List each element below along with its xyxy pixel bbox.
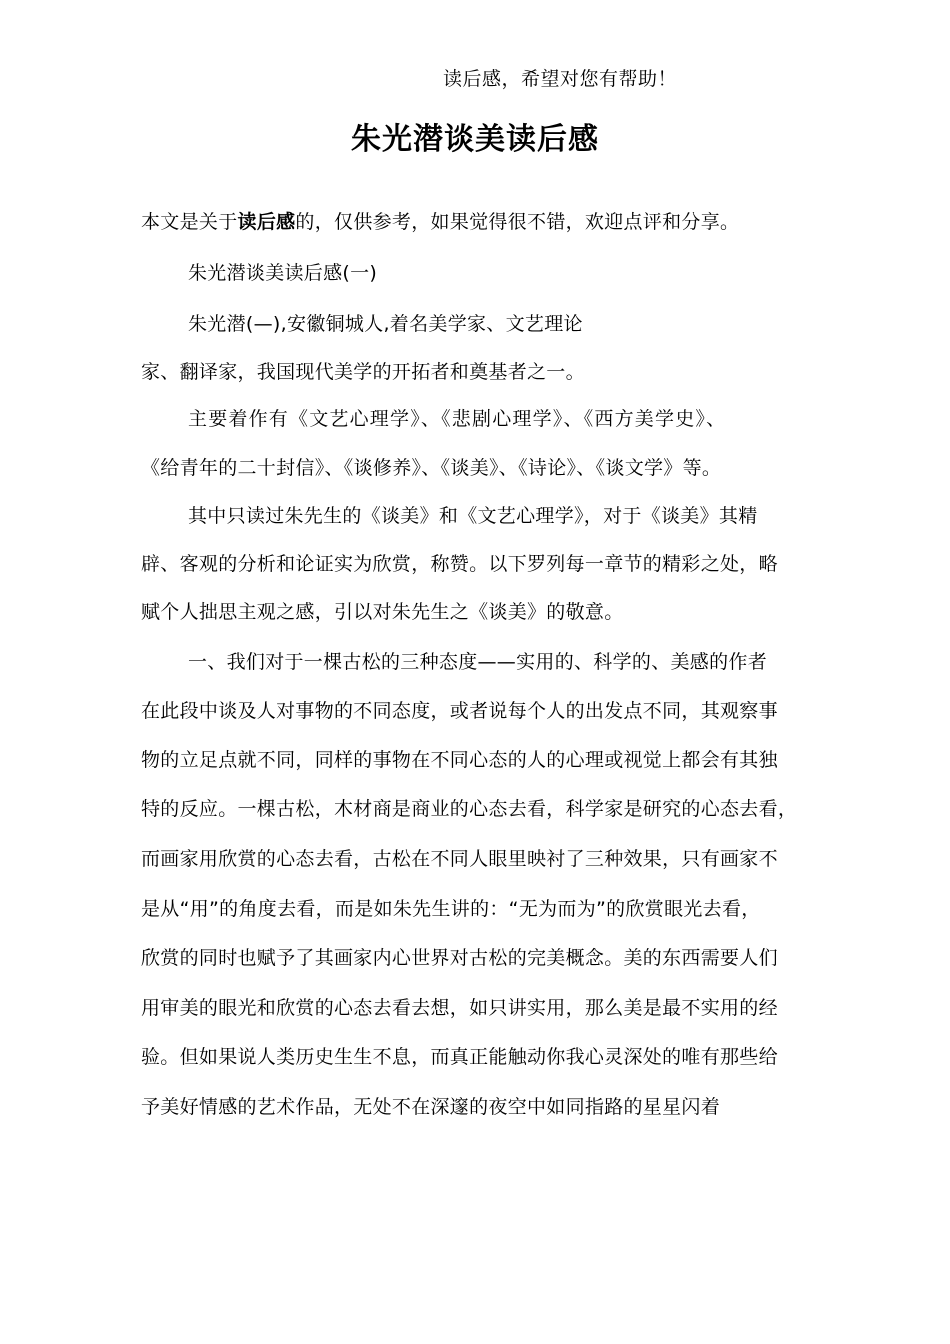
body-line: 欣赏的同时也赋予了其画家内心世界对古松的完美概念。美的东西需要人们 bbox=[141, 947, 778, 969]
body-line: 主要着作有《文艺心理学》、《悲剧心理学》、《西方美学史》、 bbox=[188, 408, 727, 430]
body-line: 是从“用”的角度去看，而是如朱先生讲的：“无为而为”的欣赏眼光去看， bbox=[141, 898, 761, 920]
body-line: 朱光潜(—),安徽铜城人,着名美学家、文艺理论 bbox=[188, 313, 583, 335]
document-title: 朱光潜谈美读后感 bbox=[351, 122, 599, 157]
body-line: 一、我们对于一棵古松的三种态度——实用的、科学的、美感的作者 bbox=[188, 651, 768, 673]
body-line: 家、翻译家，我国现代美学的开拓者和奠基者之一。 bbox=[141, 361, 585, 383]
intro-text-bold: 读后感 bbox=[237, 211, 296, 233]
header-note: 读后感，希望对您有帮助！ bbox=[443, 68, 678, 90]
body-line: 验。但如果说人类历史生生不息，而真正能触动你我心灵深处的唯有那些给 bbox=[141, 1046, 778, 1068]
body-line: 赋个人拙思主观之感，引以对朱先生之《谈美》的敬意。 bbox=[141, 601, 624, 623]
body-line: 物的立足点就不同，同样的事物在不同心态的人的心理或视觉上都会有其独 bbox=[141, 749, 778, 771]
body-line: 用审美的眼光和欣赏的心态去看去想，如只讲实用，那么美是最不实用的经 bbox=[141, 997, 778, 1019]
body-line: 予美好情感的艺术作品，无处不在深邃的夜空中如同指路的星星闪着 bbox=[141, 1096, 721, 1118]
body-line: 而画家用欣赏的心态去看，古松在不同人眼里映衬了三种效果，只有画家不 bbox=[141, 848, 778, 870]
body-line: 《给青年的二十封信》、《谈修养》、《谈美》、《诗论》、《谈文学》等。 bbox=[141, 457, 722, 479]
body-line: 在此段中谈及人对事物的不同态度，或者说每个人的出发点不同，其观察事 bbox=[141, 700, 778, 722]
intro-text-after: 的，仅供参考，如果觉得很不错，欢迎点评和分享。 bbox=[295, 211, 740, 233]
body-line: 辟、客观的分析和论证实为欣赏，称赞。以下罗列每一章节的精彩之处，略 bbox=[141, 553, 778, 575]
intro-paragraph bbox=[141, 209, 739, 235]
intro-text-before: 本文是关于 bbox=[141, 211, 238, 233]
body-line: 其中只读过朱先生的《谈美》和《文艺心理学》，对于《谈美》其精 bbox=[188, 505, 758, 527]
body-line: 特的反应。一棵古松，木材商是商业的心态去看，科学家是研究的心态去看， bbox=[141, 798, 798, 820]
section-heading: 朱光潜谈美读后感(一) bbox=[188, 262, 378, 284]
